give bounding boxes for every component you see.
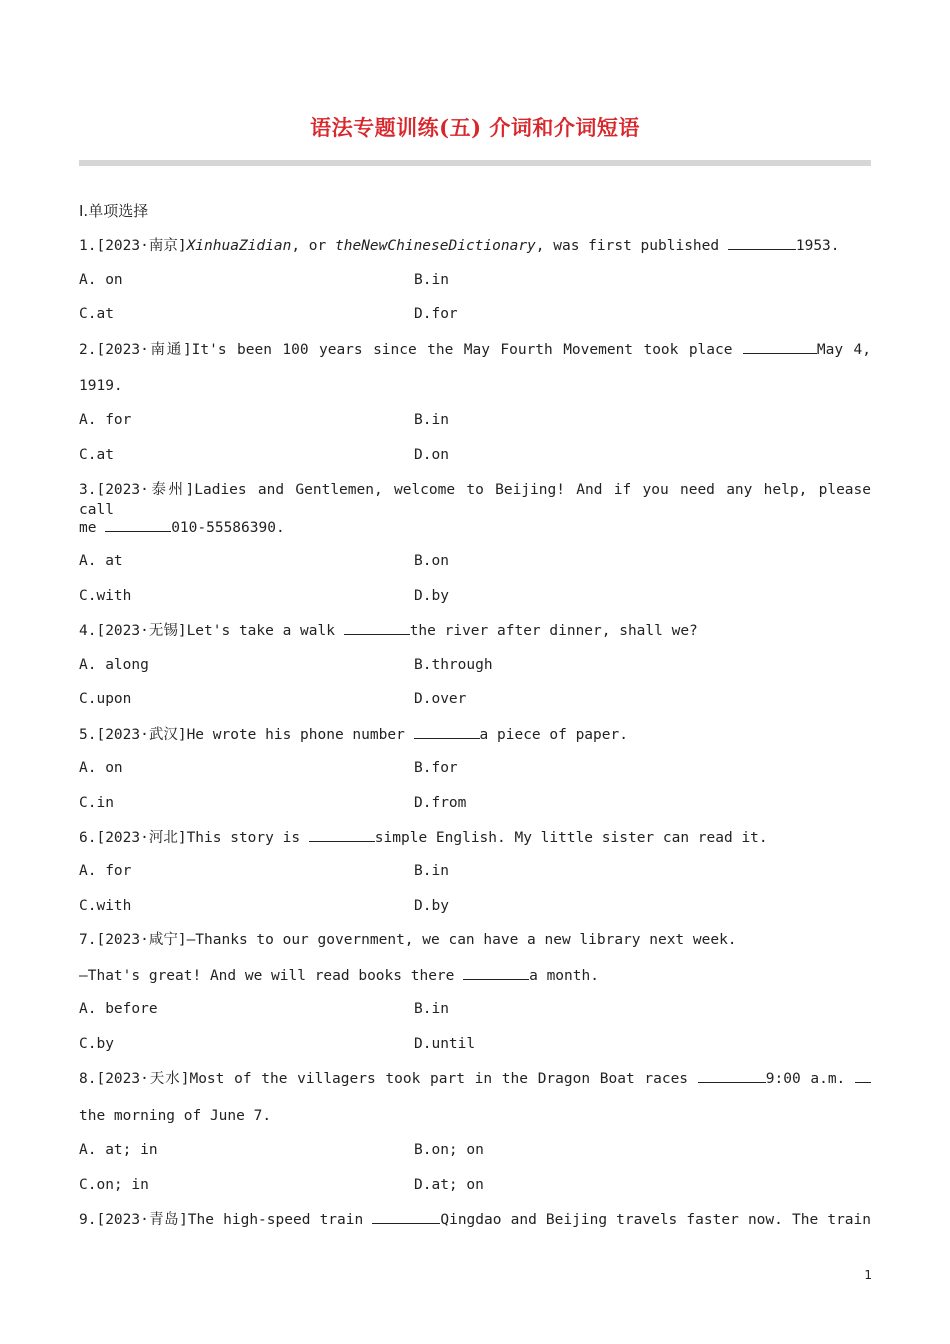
option-b[interactable]: B.in [414, 863, 449, 879]
option-d[interactable]: D.by [414, 898, 449, 914]
answer-blank[interactable] [698, 1068, 766, 1083]
option-d[interactable]: D.until [414, 1036, 476, 1052]
answer-blank[interactable] [855, 1068, 871, 1083]
option-b[interactable]: B.on; on [414, 1142, 484, 1158]
answer-blank[interactable] [728, 235, 796, 250]
question-7: 7.[2023·咸宁]—Thanks to our government, we can have a new library next week. [79, 932, 737, 948]
answer-blank[interactable] [344, 620, 410, 635]
answer-blank[interactable] [463, 965, 529, 980]
question-6: 6.[2023·河北]This story is simple English. My little sister can read it. [79, 827, 768, 848]
option-b[interactable]: B.for [414, 760, 458, 776]
title-divider [79, 160, 871, 166]
option-a[interactable]: A. on [79, 272, 123, 288]
question-3-cont: me 010-55586390. [79, 517, 285, 538]
question-4: 4.[2023·无锡]Let's take a walk the river after dinner, shall we? [79, 620, 698, 641]
question-1: 1.[2023·南京]XinhuaZidian, or theNewChineseDictionary, was first published 1953. [79, 235, 840, 256]
question-5: 5.[2023·武汉]He wrote his phone number a piece of paper. [79, 724, 628, 745]
answer-blank[interactable] [414, 724, 480, 739]
option-b[interactable]: B.in [414, 412, 449, 428]
option-a[interactable]: A. at [79, 553, 123, 569]
answer-blank[interactable] [743, 339, 817, 354]
answer-blank[interactable] [309, 827, 375, 842]
option-b[interactable]: B.through [414, 657, 493, 673]
option-a[interactable]: A. for [79, 863, 132, 879]
option-d[interactable]: D.from [414, 795, 467, 811]
option-c[interactable]: C.in [79, 795, 114, 811]
option-c[interactable]: C.with [79, 588, 132, 604]
option-c[interactable]: C.at [79, 306, 114, 322]
question-8: 8.[2023·天水]Most of the villagers took part in the Dragon Boat races 9:00 a.m. [79, 1068, 871, 1089]
option-b[interactable]: B.in [414, 272, 449, 288]
option-b[interactable]: B.on [414, 553, 449, 569]
question-7-cont: —That's great! And we will read books there a month. [79, 965, 599, 986]
question-2-cont: 1919. [79, 378, 123, 394]
question-3: 3.[2023·泰州]Ladies and Gentlemen, welcome to Beijing! And if you need any help, please call [79, 482, 871, 518]
option-d[interactable]: D.for [414, 306, 458, 322]
option-a[interactable]: A. along [79, 657, 149, 673]
option-d[interactable]: D.on [414, 447, 449, 463]
page-title: 语法专题训练(五) 介词和介词短语 [310, 115, 640, 140]
option-d[interactable]: D.over [414, 691, 467, 707]
option-d[interactable]: D.by [414, 588, 449, 604]
option-a[interactable]: A. before [79, 1001, 158, 1017]
answer-blank[interactable] [105, 517, 171, 532]
section-heading: Ⅰ.单项选择 [79, 202, 149, 220]
answer-blank[interactable] [372, 1209, 440, 1224]
option-b[interactable]: B.in [414, 1001, 449, 1017]
question-2: 2.[2023·南通]It's been 100 years since the May Fourth Movement took place May 4, [79, 339, 871, 360]
option-c[interactable]: C.with [79, 898, 132, 914]
option-c[interactable]: C.upon [79, 691, 132, 707]
option-a[interactable]: A. on [79, 760, 123, 776]
option-c[interactable]: C.on; in [79, 1177, 149, 1193]
question-8-cont: the morning of June 7. [79, 1108, 272, 1124]
option-a[interactable]: A. for [79, 412, 132, 428]
option-c[interactable]: C.by [79, 1036, 114, 1052]
option-c[interactable]: C.at [79, 447, 114, 463]
page-number: 1 [864, 1268, 872, 1282]
question-9: 9.[2023·青岛]The high-speed train Qingdao and Beijing travels faster now. The train [79, 1209, 871, 1230]
option-a[interactable]: A. at; in [79, 1142, 158, 1158]
option-d[interactable]: D.at; on [414, 1177, 484, 1193]
